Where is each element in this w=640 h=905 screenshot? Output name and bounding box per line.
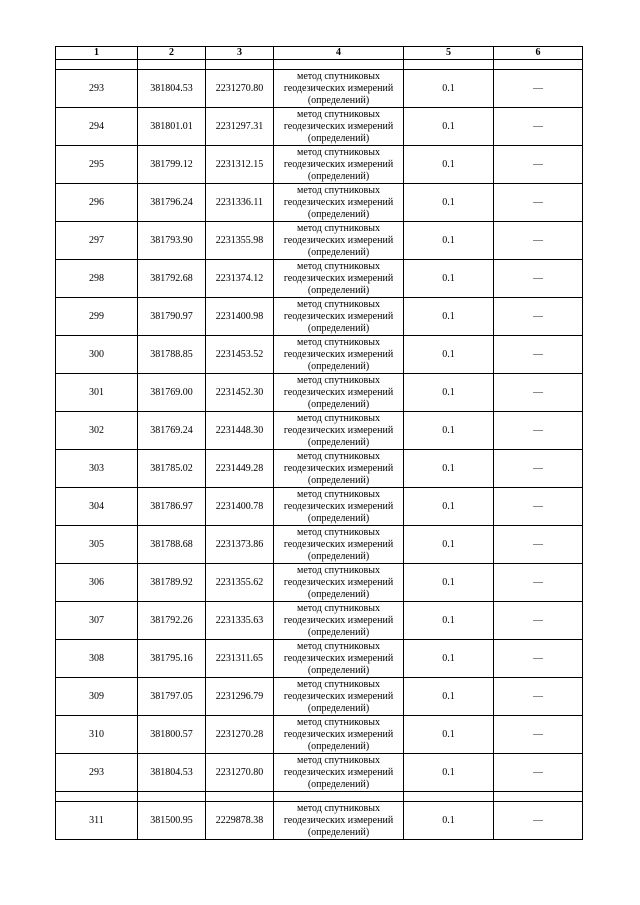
table-row [56, 564, 583, 602]
empty-cell [138, 792, 206, 802]
description-cell: — [494, 526, 583, 564]
accuracy-cell: 0.1 [404, 678, 494, 716]
description-cell: — [494, 488, 583, 526]
accuracy-cell: 0.1 [404, 374, 494, 412]
x-coordinate-cell: 381500.95 [138, 802, 206, 840]
empty-cell [274, 60, 404, 70]
point-number-cell: 293 [56, 754, 138, 792]
description-cell: — [494, 374, 583, 412]
method-cell: метод спутниковых геодезических измерений (определений) [274, 602, 404, 640]
empty-cell [138, 60, 206, 70]
method-cell: метод спутниковых геодезических измерений (определений) [274, 716, 404, 754]
x-coordinate-cell: 381800.57 [138, 716, 206, 754]
description-cell: — [494, 260, 583, 298]
empty-cell [404, 792, 494, 802]
table-row [56, 412, 583, 450]
x-coordinate-cell: 381796.24 [138, 184, 206, 222]
y-coordinate-cell: 2231297.31 [206, 108, 274, 146]
method-cell: метод спутниковых геодезических измерений (определений) [274, 298, 404, 336]
x-coordinate-cell: 381769.24 [138, 412, 206, 450]
table-row [56, 298, 583, 336]
point-number-cell: 295 [56, 146, 138, 184]
y-coordinate-cell: 2231452.30 [206, 374, 274, 412]
x-coordinate-cell: 381804.53 [138, 70, 206, 108]
point-number-cell: 303 [56, 450, 138, 488]
accuracy-cell: 0.1 [404, 336, 494, 374]
point-number-cell: 301 [56, 374, 138, 412]
y-coordinate-cell: 2231374.12 [206, 260, 274, 298]
point-number-cell: 302 [56, 412, 138, 450]
point-number-cell: 299 [56, 298, 138, 336]
description-cell: — [494, 450, 583, 488]
description-cell: — [494, 108, 583, 146]
method-cell: метод спутниковых геодезических измерений (определений) [274, 146, 404, 184]
x-coordinate-cell: 381788.68 [138, 526, 206, 564]
method-cell: метод спутниковых геодезических измерений (определений) [274, 260, 404, 298]
empty-cell [494, 60, 583, 70]
method-cell: метод спутниковых геодезических измерений (определений) [274, 108, 404, 146]
point-number-cell: 310 [56, 716, 138, 754]
x-coordinate-cell: 381797.05 [138, 678, 206, 716]
x-coordinate-cell: 381788.85 [138, 336, 206, 374]
column-header: 2 [138, 47, 206, 60]
column-header: 1 [56, 47, 138, 60]
method-cell: метод спутниковых геодезических измерений (определений) [274, 450, 404, 488]
y-coordinate-cell: 2231336.11 [206, 184, 274, 222]
accuracy-cell: 0.1 [404, 526, 494, 564]
empty-cell [274, 792, 404, 802]
y-coordinate-cell: 2231270.80 [206, 70, 274, 108]
accuracy-cell: 0.1 [404, 716, 494, 754]
accuracy-cell: 0.1 [404, 260, 494, 298]
table-row [56, 526, 583, 564]
y-coordinate-cell: 2231453.52 [206, 336, 274, 374]
method-cell: метод спутниковых геодезических измерений (определений) [274, 640, 404, 678]
method-cell: метод спутниковых геодезических измерений (определений) [274, 678, 404, 716]
description-cell: — [494, 602, 583, 640]
y-coordinate-cell: 2231270.80 [206, 754, 274, 792]
table-row [56, 488, 583, 526]
empty-cell [404, 60, 494, 70]
y-coordinate-cell: 2231270.28 [206, 716, 274, 754]
column-header: 6 [494, 47, 583, 60]
x-coordinate-cell: 381769.00 [138, 374, 206, 412]
point-number-cell: 300 [56, 336, 138, 374]
column-header: 4 [274, 47, 404, 60]
table-row [56, 70, 583, 108]
table-body [56, 60, 583, 840]
point-number-cell: 296 [56, 184, 138, 222]
table-row [56, 754, 583, 792]
method-cell: метод спутниковых геодезических измерений (определений) [274, 564, 404, 602]
table-row [56, 640, 583, 678]
x-coordinate-cell: 381795.16 [138, 640, 206, 678]
point-number-cell: 298 [56, 260, 138, 298]
table-row [56, 146, 583, 184]
spacer-row [56, 60, 583, 70]
y-coordinate-cell: 2231449.28 [206, 450, 274, 488]
x-coordinate-cell: 381792.26 [138, 602, 206, 640]
y-coordinate-cell: 2229878.38 [206, 802, 274, 840]
accuracy-cell: 0.1 [404, 222, 494, 260]
description-cell: — [494, 222, 583, 260]
column-header: 3 [206, 47, 274, 60]
description-cell: — [494, 412, 583, 450]
x-coordinate-cell: 381790.97 [138, 298, 206, 336]
accuracy-cell: 0.1 [404, 184, 494, 222]
accuracy-cell: 0.1 [404, 602, 494, 640]
method-cell: метод спутниковых геодезических измерений (определений) [274, 374, 404, 412]
table-row [56, 260, 583, 298]
method-cell: метод спутниковых геодезических измерений (определений) [274, 802, 404, 840]
method-cell: метод спутниковых геодезических измерений (определений) [274, 70, 404, 108]
method-cell: метод спутниковых геодезических измерений (определений) [274, 184, 404, 222]
table-row [56, 184, 583, 222]
x-coordinate-cell: 381799.12 [138, 146, 206, 184]
y-coordinate-cell: 2231448.30 [206, 412, 274, 450]
point-number-cell: 294 [56, 108, 138, 146]
description-cell: — [494, 640, 583, 678]
x-coordinate-cell: 381801.01 [138, 108, 206, 146]
description-cell: — [494, 678, 583, 716]
header-row [56, 47, 583, 60]
empty-cell [494, 792, 583, 802]
description-cell: — [494, 336, 583, 374]
empty-cell [56, 60, 138, 70]
x-coordinate-cell: 381786.97 [138, 488, 206, 526]
method-cell: метод спутниковых геодезических измерений (определений) [274, 754, 404, 792]
point-number-cell: 309 [56, 678, 138, 716]
x-coordinate-cell: 381789.92 [138, 564, 206, 602]
method-cell: метод спутниковых геодезических измерений (определений) [274, 336, 404, 374]
method-cell: метод спутниковых геодезических измерений (определений) [274, 526, 404, 564]
point-number-cell: 293 [56, 70, 138, 108]
point-number-cell: 305 [56, 526, 138, 564]
accuracy-cell: 0.1 [404, 146, 494, 184]
y-coordinate-cell: 2231355.98 [206, 222, 274, 260]
accuracy-cell: 0.1 [404, 754, 494, 792]
accuracy-cell: 0.1 [404, 70, 494, 108]
table-row [56, 716, 583, 754]
description-cell: — [494, 802, 583, 840]
description-cell: — [494, 184, 583, 222]
accuracy-cell: 0.1 [404, 412, 494, 450]
column-header: 5 [404, 47, 494, 60]
point-number-cell: 297 [56, 222, 138, 260]
description-cell: — [494, 70, 583, 108]
accuracy-cell: 0.1 [404, 640, 494, 678]
table-row [56, 450, 583, 488]
y-coordinate-cell: 2231311.65 [206, 640, 274, 678]
x-coordinate-cell: 381792.68 [138, 260, 206, 298]
table-row [56, 678, 583, 716]
empty-cell [206, 60, 274, 70]
spacer-row [56, 792, 583, 802]
point-number-cell: 304 [56, 488, 138, 526]
y-coordinate-cell: 2231373.86 [206, 526, 274, 564]
y-coordinate-cell: 2231312.15 [206, 146, 274, 184]
table-row [56, 336, 583, 374]
method-cell: метод спутниковых геодезических измерений (определений) [274, 222, 404, 260]
table-row [56, 222, 583, 260]
table-row [56, 374, 583, 412]
table-row [56, 108, 583, 146]
x-coordinate-cell: 381785.02 [138, 450, 206, 488]
table-row [56, 802, 583, 840]
x-coordinate-cell: 381804.53 [138, 754, 206, 792]
accuracy-cell: 0.1 [404, 564, 494, 602]
coordinates-table [55, 46, 583, 840]
point-number-cell: 308 [56, 640, 138, 678]
point-number-cell: 307 [56, 602, 138, 640]
empty-cell [56, 792, 138, 802]
method-cell: метод спутниковых геодезических измерений (определений) [274, 412, 404, 450]
description-cell: — [494, 716, 583, 754]
accuracy-cell: 0.1 [404, 488, 494, 526]
accuracy-cell: 0.1 [404, 108, 494, 146]
y-coordinate-cell: 2231335.63 [206, 602, 274, 640]
accuracy-cell: 0.1 [404, 450, 494, 488]
point-number-cell: 306 [56, 564, 138, 602]
y-coordinate-cell: 2231400.78 [206, 488, 274, 526]
y-coordinate-cell: 2231355.62 [206, 564, 274, 602]
point-number-cell: 311 [56, 802, 138, 840]
description-cell: — [494, 146, 583, 184]
accuracy-cell: 0.1 [404, 298, 494, 336]
x-coordinate-cell: 381793.90 [138, 222, 206, 260]
accuracy-cell: 0.1 [404, 802, 494, 840]
empty-cell [206, 792, 274, 802]
table-row [56, 602, 583, 640]
description-cell: — [494, 298, 583, 336]
description-cell: — [494, 564, 583, 602]
y-coordinate-cell: 2231400.98 [206, 298, 274, 336]
method-cell: метод спутниковых геодезических измерений (определений) [274, 488, 404, 526]
description-cell: — [494, 754, 583, 792]
y-coordinate-cell: 2231296.79 [206, 678, 274, 716]
